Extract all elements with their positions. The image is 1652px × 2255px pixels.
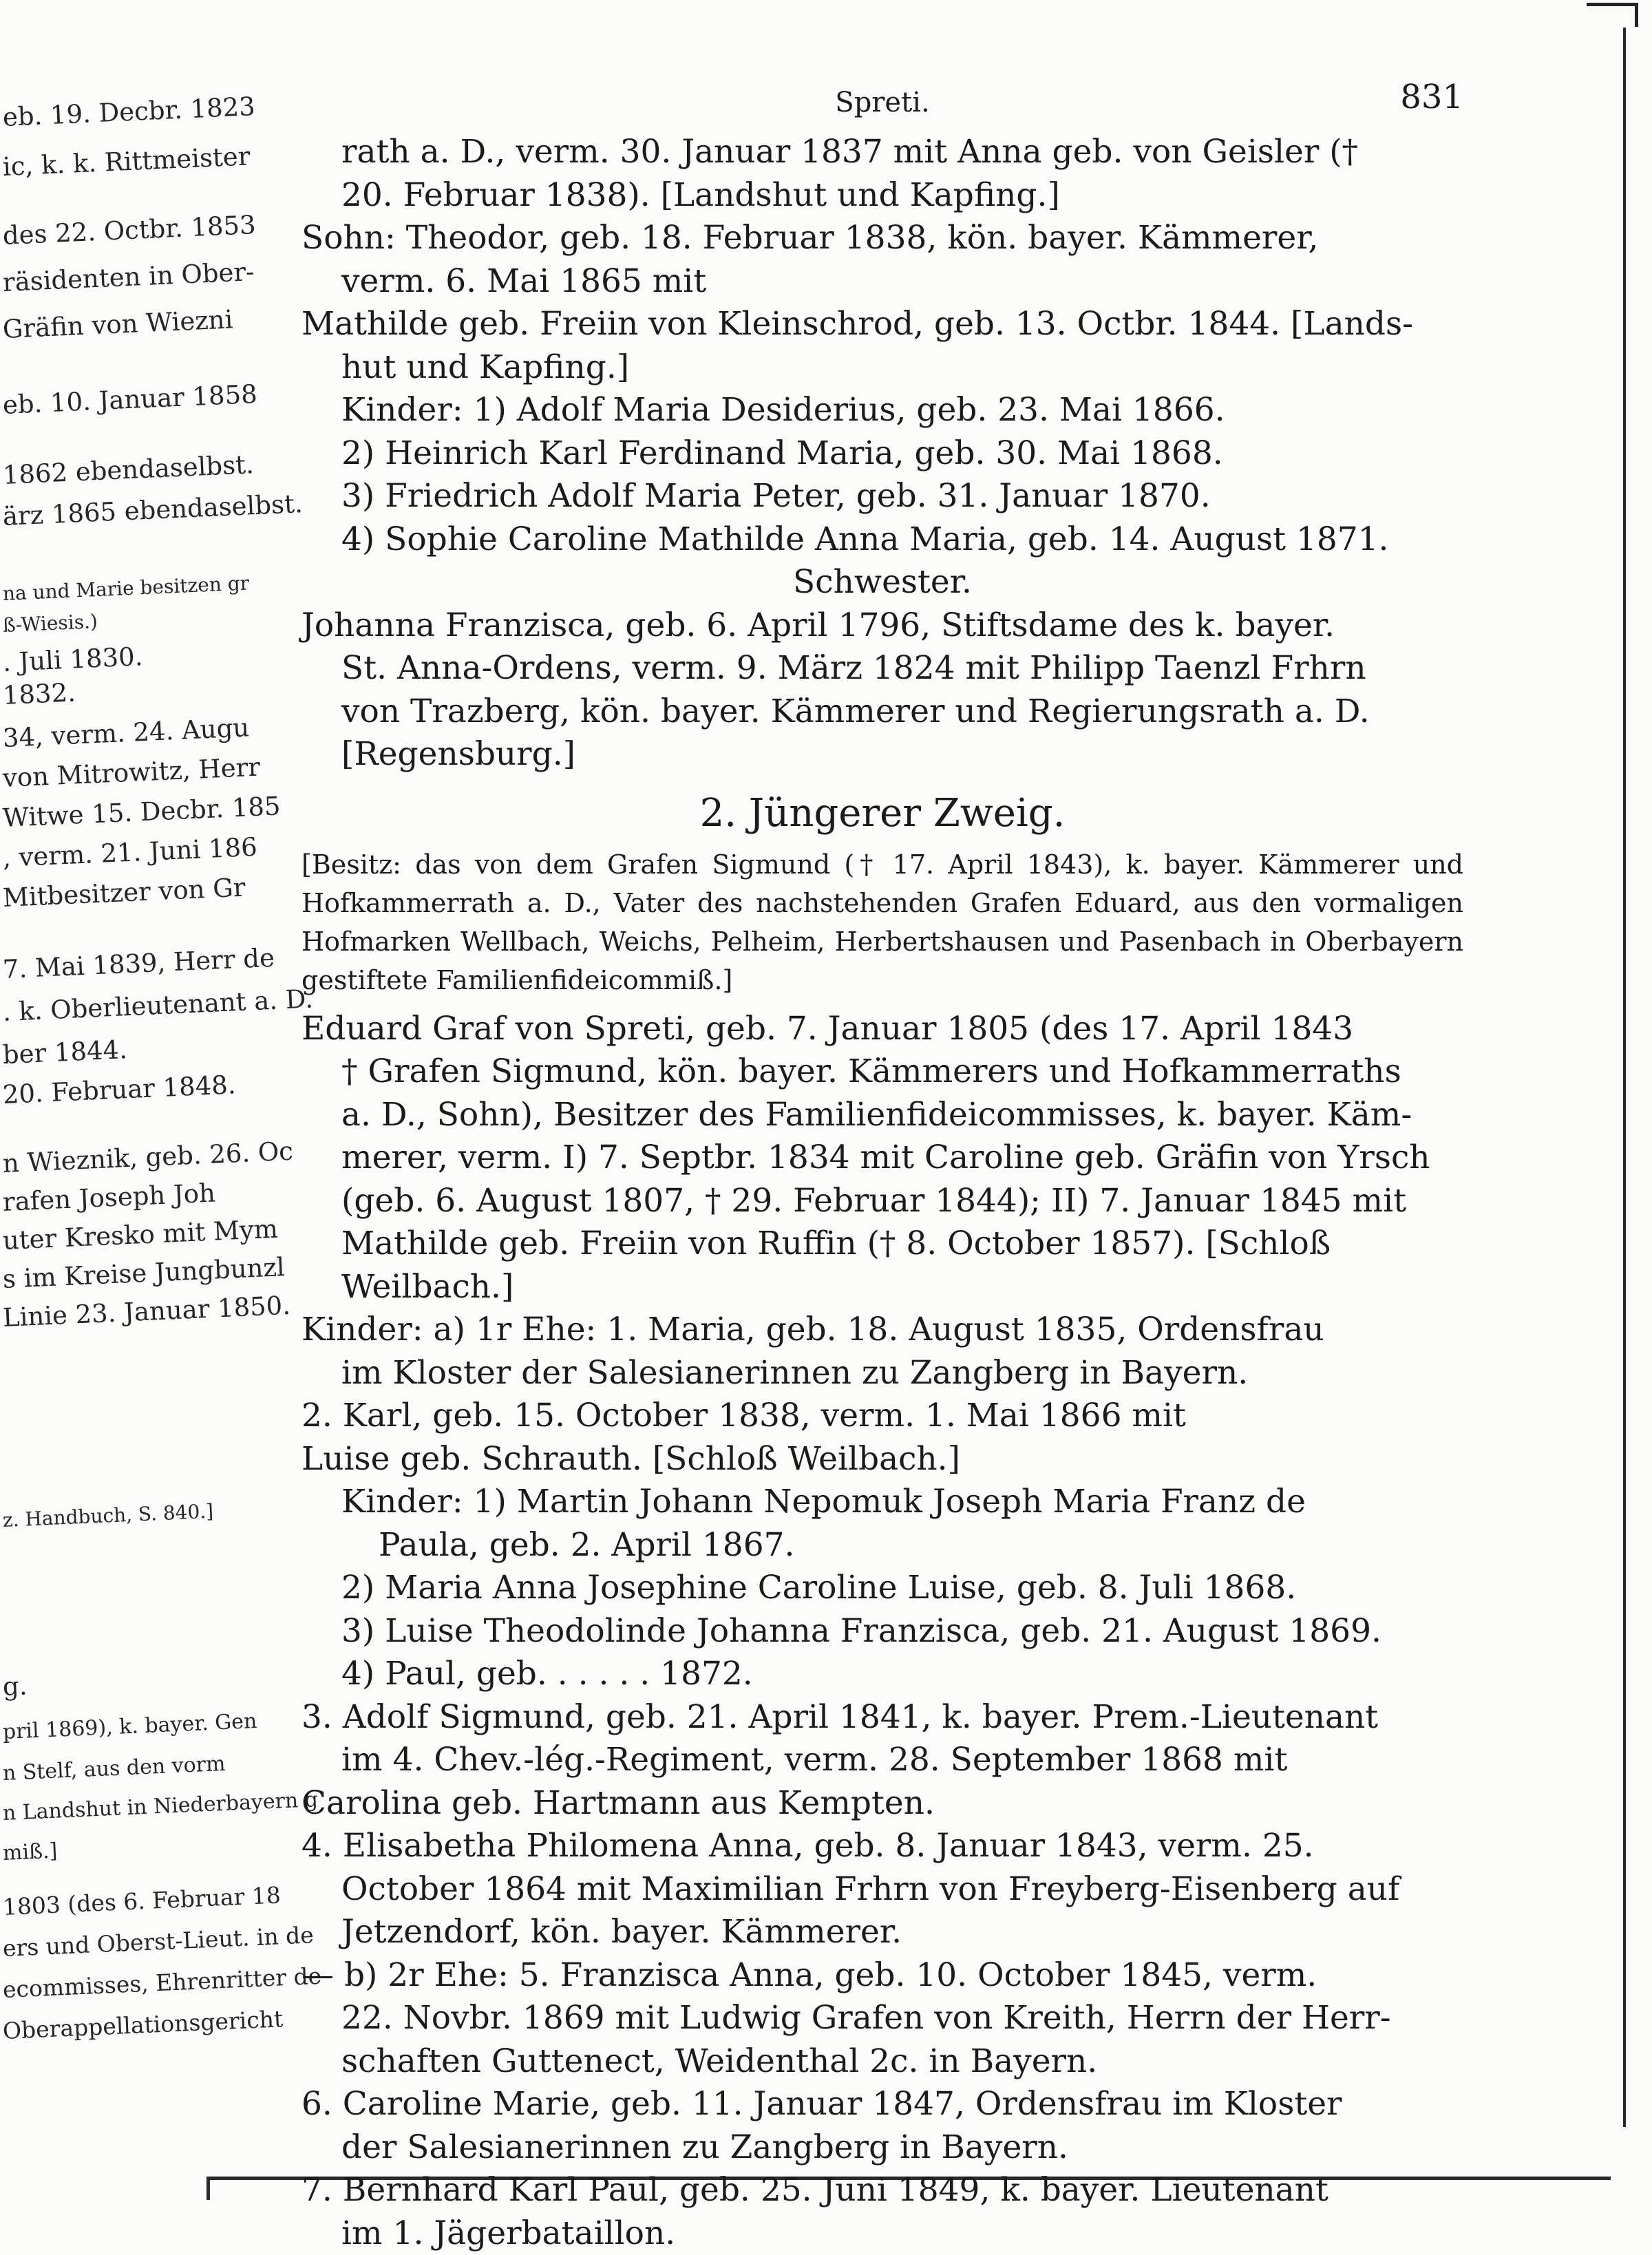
margin-fragment: s im Kreise Jungbunzl [2, 1246, 286, 1301]
text-line: Johanna Franzisca, geb. 6. April 1796, Stiftsdame des k. bayer. [301, 604, 1463, 648]
text-line: Weilbach.] [301, 1266, 1463, 1309]
margin-fragment: ecommisses, Ehrenritter de [2, 1955, 323, 2011]
text-line: St. Anna-Ordens, verm. 9. März 1824 mit Philipp Taenzl Frhrn [301, 647, 1463, 690]
margin-fragment: Linie 23. Januar 1850. [2, 1284, 292, 1340]
bottom-border-hook [206, 2177, 210, 2200]
margin-fragment: . k. Oberlieutenant a. D. [2, 977, 315, 1034]
margin-fragment: von Mitrowitz, Herr [2, 746, 262, 800]
possession-note: [Besitz: das von dem Grafen Sigmund († 17. April 1843), k. bayer. Kämmerer und Hofkammerrath a. D., Vater des nachstehenden Grafen Eduard, aus den vormaligen Hofmarken Wellbach, Weichs, Pelheim, Herbertshausen und Pasenbach in Oberbayern gestiftete Familienfideicommiß.] [301, 845, 1463, 999]
text-line: [Regensburg.] [301, 733, 1463, 776]
margin-fragment: ß-Wiesis.) [2, 600, 99, 647]
text-line: 6. Caroline Marie, geb. 11. Januar 1847, Ordensfrau im Kloster [301, 2083, 1463, 2126]
text-line: rath a. D., verm. 30. Januar 1837 mit Anna geb. von Geisler († [301, 131, 1463, 174]
margin-fragment: ärz 1865 ebendaselbst. [2, 483, 304, 538]
text-line: verm. 6. Mai 1865 mit [301, 260, 1463, 304]
text-line: 7. Bernhard Karl Paul, geb. 25. Juni 1849, k. bayer. Lieutenant [301, 2169, 1463, 2212]
margin-fragment: , verm. 21. Juni 186 [2, 826, 258, 880]
margin-fragment: Gräfin von Wiezni [2, 298, 234, 351]
text-line: (geb. 6. August 1807, † 29. Februar 1844); II) 7. Januar 1845 mit [301, 1180, 1463, 1223]
running-head: Spreti. [301, 81, 1463, 125]
margin-fragment: ic, k. k. Rittmeister [2, 135, 251, 189]
text-line: † Grafen Sigmund, kön. bayer. Kämmerers und Hofkammerraths [301, 1050, 1463, 1094]
margin-fragment: n Wieznik, geb. 26. Oc [2, 1130, 295, 1185]
text-line: 3) Luise Theodolinde Johanna Franzisca, geb. 21. August 1869. [301, 1610, 1463, 1653]
right-page-border [1623, 28, 1626, 2127]
margin-fragment: n Landshut in Niederbayern g [2, 1779, 319, 1835]
text-line: 20. Februar 1838). [Landshut und Kapfing.] [301, 174, 1463, 218]
margin-fragment: ers und Oberst-Lieut. in de [2, 1914, 315, 1970]
text-line: 4) Sophie Caroline Mathilde Anna Maria, geb. 14. August 1871. [301, 518, 1463, 562]
text-line: Mathilde geb. Freiin von Kleinschrod, geb. 13. Octbr. 1844. [Lands- [301, 303, 1463, 346]
margin-fragment: na und Marie besitzen gr [2, 562, 251, 615]
left-page-edge [0, 0, 227, 2203]
text-line: Kinder: 1) Adolf Maria Desiderius, geb. 23. Mai 1866. [301, 389, 1463, 432]
margin-fragment: 1803 (des 6. Februar 18 [2, 1874, 282, 1929]
text-line: Carolina geb. Hartmann aus Kempten. [301, 1782, 1463, 1825]
margin-fragment: pril 1869), k. bayer. Gen [2, 1700, 258, 1754]
margin-fragment: räsidenten in Ober- [2, 251, 255, 304]
margin-fragment: eb. 19. Decbr. 1823 [2, 85, 256, 139]
text-line: October 1864 mit Maximilian Frhrn von Freyberg-Eisenberg auf [301, 1868, 1463, 1912]
text-line: Mathilde geb. Freiin von Ruffin († 8. October 1857). [Schloß [301, 1222, 1463, 1266]
text-line: a. D., Sohn), Besitzer des Familienfideicommisses, k. bayer. Käm- [301, 1094, 1463, 1137]
text-line: im Kloster der Salesianerinnen zu Zangberg in Bayern. [301, 1352, 1463, 1395]
margin-fragment: des 22. Octbr. 1853 [2, 204, 257, 257]
corner-mark [1587, 3, 1638, 27]
subheading-schwester: Schwester. [301, 561, 1463, 604]
margin-fragment: 20. Februar 1848. [2, 1063, 237, 1116]
margin-fragment: ber 1844. [2, 1028, 128, 1077]
margin-fragment: 1832. [2, 671, 77, 717]
margin-fragment: 7. Mai 1839, Herr de [2, 937, 276, 991]
text-line: Kinder: a) 1r Ehe: 1. Maria, geb. 18. August 1835, Ordensfrau [301, 1309, 1463, 1352]
text-line: 3) Friedrich Adolf Maria Peter, geb. 31. Januar 1870. [301, 475, 1463, 518]
margin-fragment: z. Handbuch, S. 840.] [2, 1490, 215, 1542]
text-line: 4. Elisabetha Philomena Anna, geb. 8. Januar 1843, verm. 25. [301, 1825, 1463, 1868]
text-line: 3. Adolf Sigmund, geb. 21. April 1841, k. bayer. Prem.-Lieutenant [301, 1696, 1463, 1739]
text-line: Kinder: 1) Martin Johann Nepomuk Joseph Maria Franz de [301, 1481, 1463, 1524]
text-line: 4) Paul, geb. . . . . . 1872. [301, 1653, 1463, 1696]
text-line: Sohn: Theodor, geb. 18. Februar 1838, kön. bayer. Kämmerer, [301, 217, 1463, 260]
margin-fragment: uter Kresko mit Mym [2, 1208, 279, 1262]
text-line: merer, verm. I) 7. Septbr. 1834 mit Caroline geb. Gräfin von Yrsch [301, 1136, 1463, 1180]
text-line: im 1. Jägerbataillon. [301, 2212, 1463, 2255]
text-line: Jetzendorf, kön. bayer. Kämmerer. [301, 1911, 1463, 1954]
page-header [301, 81, 1463, 123]
margin-fragment: eb. 10. Januar 1858 [2, 373, 258, 427]
text-line: im 4. Chev.-lég.-Regiment, verm. 28. September 1868 mit [301, 1739, 1463, 1782]
margin-fragment: Oberappellationsgericht [2, 1998, 284, 2053]
text-line: — b) 2r Ehe: 5. Franzisca Anna, geb. 10. October 1845, verm. [301, 1954, 1463, 1998]
margin-fragment: rafen Joseph Joh [2, 1172, 217, 1224]
margin-fragment: miß.] [2, 1830, 59, 1875]
margin-fragment: 34, verm. 24. Augu [2, 706, 251, 760]
text-line: Luise geb. Schrauth. [Schloß Weilbach.] [301, 1438, 1463, 1481]
text-line: Eduard Graf von Spreti, geb. 7. Januar 1805 (des 17. April 1843 [301, 1008, 1463, 1051]
text-line: Paula, geb. 2. April 1867. [301, 1524, 1463, 1567]
margin-fragment: 1862 ebendaselbst. [2, 443, 255, 497]
text-line: hut und Kapfing.] [301, 346, 1463, 390]
margin-fragment: . Juli 1830. [2, 635, 144, 684]
text-line: der Salesianerinnen zu Zangberg in Bayern. [301, 2126, 1463, 2170]
margin-fragment: Mitbesitzer von Gr [2, 867, 246, 920]
margin-fragment: g. [2, 1664, 28, 1708]
page-number: 831 [1400, 76, 1463, 119]
text-line: 2) Maria Anna Josephine Caroline Luise, geb. 8. Juli 1868. [301, 1567, 1463, 1610]
text-line: schaften Guttenect, Weidenthal 2c. in Bayern. [301, 2040, 1463, 2084]
text-line: 22. Novbr. 1869 mit Ludwig Grafen von Kreith, Herrn der Herr- [301, 1997, 1463, 2040]
margin-fragment: n Stelf, aus den vorm [2, 1743, 226, 1795]
page-body [301, 81, 1463, 2255]
margin-fragment: Witwe 15. Decbr. 185 [2, 785, 282, 840]
text-line: von Trazberg, kön. bayer. Kämmerer und Regierungsrath a. D. [301, 690, 1463, 734]
text-line: 2) Heinrich Karl Ferdinand Maria, geb. 30. Mai 1868. [301, 432, 1463, 476]
text-line: 2. Karl, geb. 15. October 1838, verm. 1. Mai 1866 mit [301, 1395, 1463, 1438]
section-title: 2. Jüngerer Zweig. [301, 786, 1463, 841]
